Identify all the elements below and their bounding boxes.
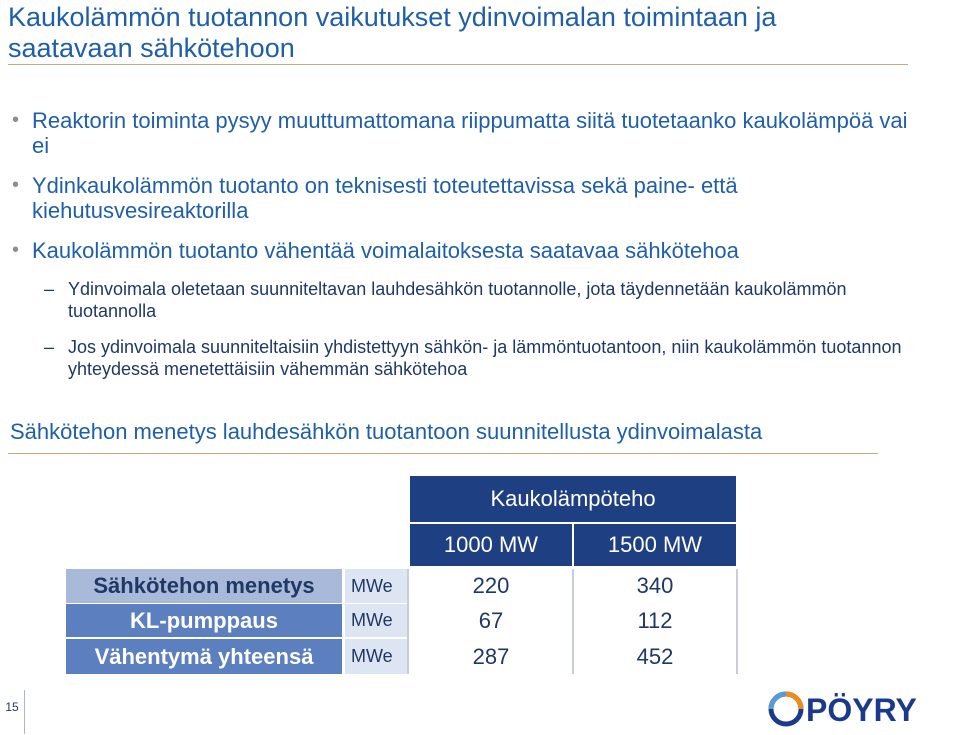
row-unit: MWe [345,604,407,637]
sub-bullet-text: Jos ydinvoimala suunniteltaisiin yhdistettyyn sähkön- ja lämmöntuotantoon, niin kaukolämmön tuotannon yhteydessä menetettäisiin vähemmän sähkötehoa [68,337,902,379]
bullet-item [10,238,910,263]
logo-wordmark: PÖYRY [806,692,917,728]
slide-title: Kaukolämmön tuotannon vaikutukset ydinvoimalan toimintaan ja saatavaan sähkötehoon [8,2,777,63]
sub-bullet-item [10,336,910,380]
bullet-item [10,108,910,158]
table-cell: 112 [574,604,736,637]
poyry-logo [768,688,954,728]
page-number: 15 [5,700,19,714]
row-unit: MWe [345,569,407,603]
column-separator [736,569,738,674]
row-label: KL-pumppaus [66,604,342,637]
bullet-text: Ydinkaukolämmön tuotanto on teknisesti toteutettavissa sekä paine- että kiehutusvesireaktorilla [32,173,738,223]
table-cell: 340 [574,569,736,603]
sub-bullet-item [10,278,910,322]
bullet-dot-icon: • [12,174,20,196]
bullet-text: Reaktorin toiminta pysyy muuttumattomana riippumatta siitä tuotetaanko kaukolämpöä vai ei [32,108,908,158]
poyry-logo-icon [768,688,954,728]
sub-bullet-text: Ydinvoimala oletetaan suunniteltavan lauhdesähkön tuotannolle, jota täydennetään kaukolämmön tuotannolla [68,279,847,321]
bullet-dot-icon: • [12,109,20,131]
dash-icon: – [44,337,55,357]
column-header-1500mw: 1500 MW [574,524,736,566]
table-cell: 287 [410,639,572,674]
bullet-dot-icon: • [12,239,20,261]
column-separator [407,569,409,674]
table-cell: 67 [410,604,572,637]
title-divider [8,64,908,65]
bullet-item [10,173,910,223]
bullet-text: Kaukolämmön tuotanto vähentää voimalaitoksesta saatavaa sähkötehoa [32,238,739,263]
section-subtitle: Sähkötehon menetys lauhdesähkön tuotantoon suunnitellusta ydinvoimalasta [10,419,763,444]
subtitle-divider [8,453,878,454]
table-cell: 220 [410,569,572,603]
column-separator [572,569,574,674]
dash-icon: – [44,279,55,299]
table-group-header: Kaukolämpöteho [410,476,736,522]
table-cell: 452 [574,639,736,674]
row-label: Sähkötehon menetys [66,569,342,603]
row-label: Vähentymä yhteensä [66,639,342,674]
column-header-1000mw: 1000 MW [410,524,572,566]
bullet-list [10,108,910,394]
row-unit: MWe [345,639,407,674]
